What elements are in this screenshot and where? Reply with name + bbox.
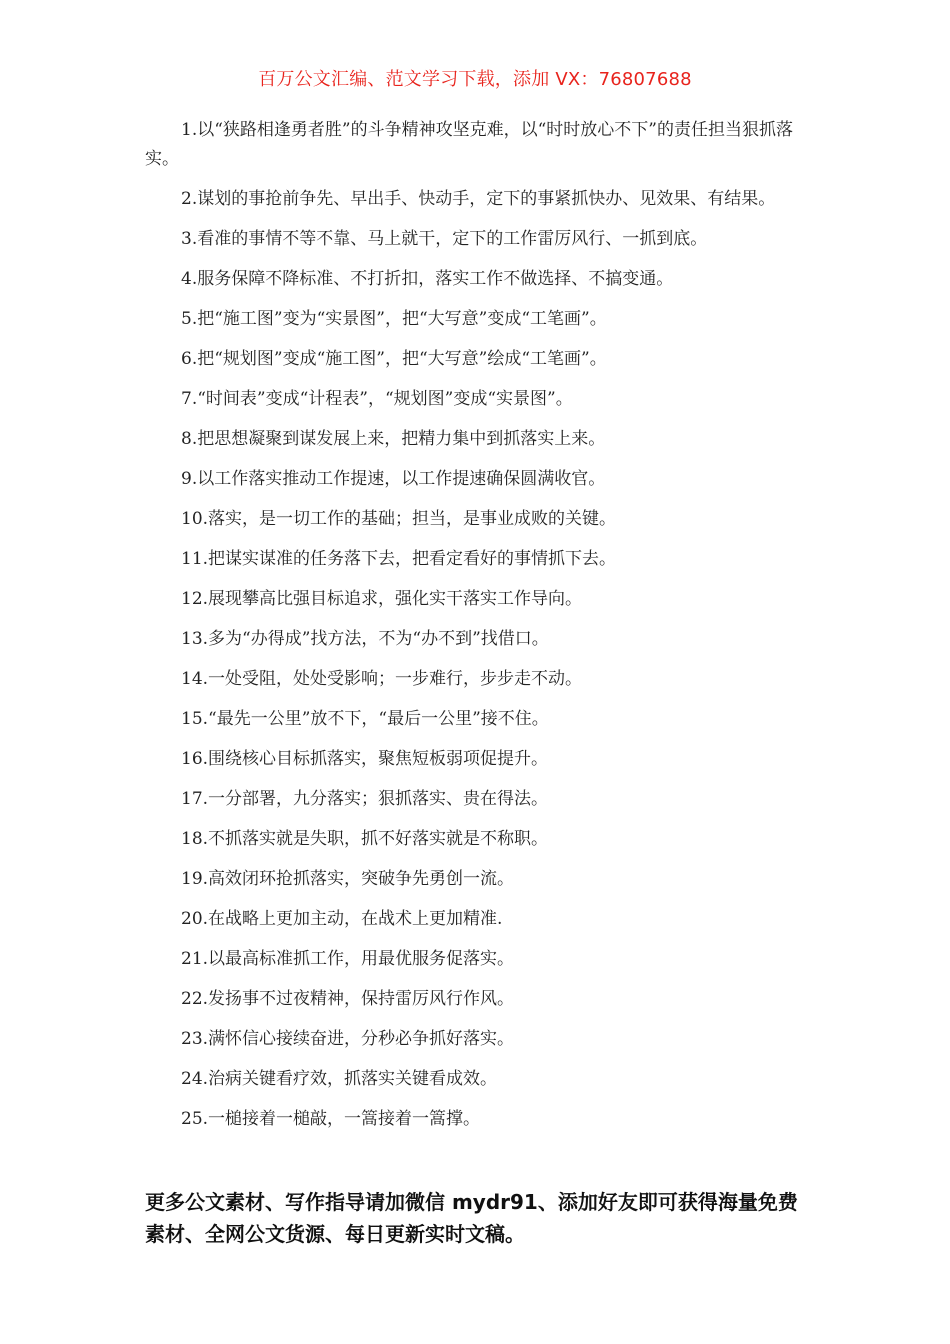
list-item: 4.服务保障不降标准、不打折扣，落实工作不做选择、不搞变通。: [181, 269, 674, 289]
list-item: 8.把思想凝聚到谋发展上来，把精力集中到抓落实上来。: [181, 429, 606, 449]
list-item: 16.围绕核心目标抓落实，聚焦短板弱项促提升。: [181, 749, 549, 769]
list-item: 9.以工作落实推动工作提速，以工作提速确保圆满收官。: [181, 469, 606, 489]
list-item: 17.一分部署，九分落实；狠抓落实、贵在得法。: [181, 789, 549, 809]
list-item: 12.展现攀高比强目标追求，强化实干落实工作导向。: [181, 589, 583, 609]
list-item: 5.把“施工图”变为“实景图”，把“大写意”变成“工笔画”。: [181, 309, 607, 329]
list-item: 11.把谋实谋准的任务落下去，把看定看好的事情抓下去。: [181, 549, 617, 569]
list-item: 3.看准的事情不等不靠、马上就干，定下的工作雷厉风行、一抓到底。: [181, 229, 708, 249]
promo-header: 百万公文汇编、范文学习下载，添加 VX：76807688: [258, 69, 692, 90]
list-item: 19.高效闭环抢抓落实，突破争先勇创一流。: [181, 869, 515, 889]
promo-footer: 更多公文素材、写作指导请加微信 mydr91、添加好友即可获得海量免费素材、全网公文货源、每日更新实时文稿。: [145, 1190, 798, 1246]
list-item: 22.发扬事不过夜精神，保持雷厉风行作风。: [181, 989, 515, 1009]
list-item: 14.一处受阻，处处受影响；一步难行，步步走不动。: [181, 669, 583, 689]
list-item: 10.落实，是一切工作的基础；担当，是事业成败的关键。: [181, 509, 617, 529]
list-item: 13.多为“办得成”找方法，不为“办不到”找借口。: [181, 629, 549, 649]
list-item: 23.满怀信心接续奋进，分秒必争抓好落实。: [181, 1029, 515, 1049]
list-item: 2.谋划的事抢前争先、早出手、快动手，定下的事紧抓快办、见效果、有结果。: [181, 189, 776, 209]
slogan-list: [145, 116, 810, 1145]
list-item: 7.“时间表”变成“计程表”，“规划图”变成“实景图”。: [181, 389, 573, 409]
list-item: 15.“最先一公里”放不下，“最后一公里”接不住。: [181, 709, 549, 729]
list-item: 20.在战略上更加主动，在战术上更加精准.: [181, 909, 503, 929]
list-item: 18.不抓落实就是失职，抓不好落实就是不称职。: [181, 829, 549, 849]
list-item: 1.以“狭路相逢勇者胜”的斗争精神攻坚克难，以“时时放心不下”的责任担当狠抓落实。: [145, 120, 793, 169]
list-item: 25.一槌接着一槌敲，一篙接着一篙撑。: [181, 1109, 481, 1129]
list-item: 21.以最高标准抓工作，用最优服务促落实。: [181, 949, 515, 969]
list-item: 6.把“规划图”变成“施工图”，把“大写意”绘成“工笔画”。: [181, 349, 607, 369]
list-item: 24.治病关键看疗效，抓落实关键看成效。: [181, 1069, 498, 1089]
